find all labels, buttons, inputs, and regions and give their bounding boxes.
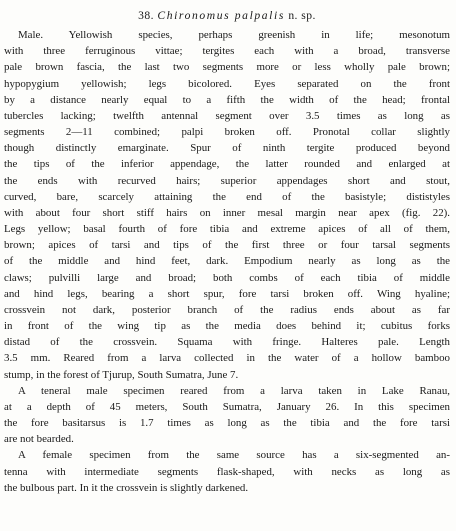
text-line: tubercles lacking; twelfth antennal segment over 3.5 times as long as: [4, 109, 450, 122]
text-line: distad of the crossvein. Squama with fringe. Halteres pale. Length: [4, 336, 450, 349]
species-number: 38.: [138, 9, 155, 22]
text-line: A teneral male specimen reared from a larva taken in Lake Ranau,: [18, 384, 450, 397]
species-heading: [4, 9, 450, 23]
text-line: and hind legs, bearing a short spur, fore tarsi broken off. Wing hyaline;: [4, 287, 450, 300]
text-line: the fore basitarsus is 1.7 times as long as the tibia and the fore tarsi: [4, 417, 450, 430]
text-line: hypopygium yellowish; legs bicolored. Eyes separated on the front: [4, 77, 450, 90]
species-suffix: n. sp.: [288, 9, 316, 22]
text-line: A female specimen from the same source has a six-segmented an-: [18, 449, 450, 462]
text-line: the ends with recurved hairs; superior appendages short and stout,: [4, 174, 450, 187]
text-line: Legs yellow; basal fourth of fore tibia and extreme apices of all of them,: [4, 223, 450, 236]
description-body: [4, 27, 450, 496]
text-line: though distinctly emarginate. Spur of ninth tergite produced beyond: [4, 142, 450, 155]
text-line: of the middle and hind feet, dark. Empodium nearly as long as the: [4, 255, 450, 268]
text-line: with three ferruginous vittae; tergites each with a broad, transverse: [4, 45, 450, 58]
text-line: crossvein not dark, posterior branch of the radius ends about as far: [4, 303, 450, 316]
text-line: Male. Yellowish species, perhaps greenish in life; mesonotum: [18, 29, 450, 41]
text-line: pale brown fascia, the last two segments more or less wholly pale brown;: [4, 61, 450, 74]
text-line: the bulbous part. In it the crossvein is slightly darkened.: [4, 481, 249, 494]
species-name: Chironomus palpalis: [157, 9, 285, 22]
paragraph: [4, 27, 450, 383]
text-line: curved, bare, scarcely attaining the end of the basistyle; dististyles: [4, 190, 450, 203]
text-line: segments 2—11 combined; palpi broken off. Pronotal collar slightly: [4, 126, 450, 139]
text-line: claws; pulvilli large and broad; both combs of each tibia of middle: [4, 271, 450, 284]
text-line: in front of the wing tip as the media does behind it; cubitus forks: [4, 320, 450, 333]
text-line: by a distance nearly equal to a fifth the width of the head; frontal: [4, 93, 450, 106]
text-line: tenna with intermediate segments flask-shaped, with necks as long as: [4, 465, 450, 478]
text-line: the tips of the inferior appendage, the latter rounded and enlarged at: [4, 158, 450, 171]
text-line: 3.5 mm. Reared from a larva collected in the water of a hollow bamboo: [4, 352, 450, 365]
paragraph: [4, 383, 450, 448]
text-line: stump, in the forest of Tjurup, South Sumatra, June 7.: [4, 368, 239, 381]
text-line: are not bearded.: [4, 433, 74, 446]
text-line: with about four short stiff hairs on inner mesal margin near apex (fig. 22).: [4, 206, 450, 219]
paragraph: [4, 447, 450, 496]
text-line: at a depth of 45 meters, South Sumatra, January 26. In this specimen: [4, 400, 450, 413]
text-line: brown; apices of tarsi and tips of the first three or four tarsal segments: [4, 239, 450, 252]
